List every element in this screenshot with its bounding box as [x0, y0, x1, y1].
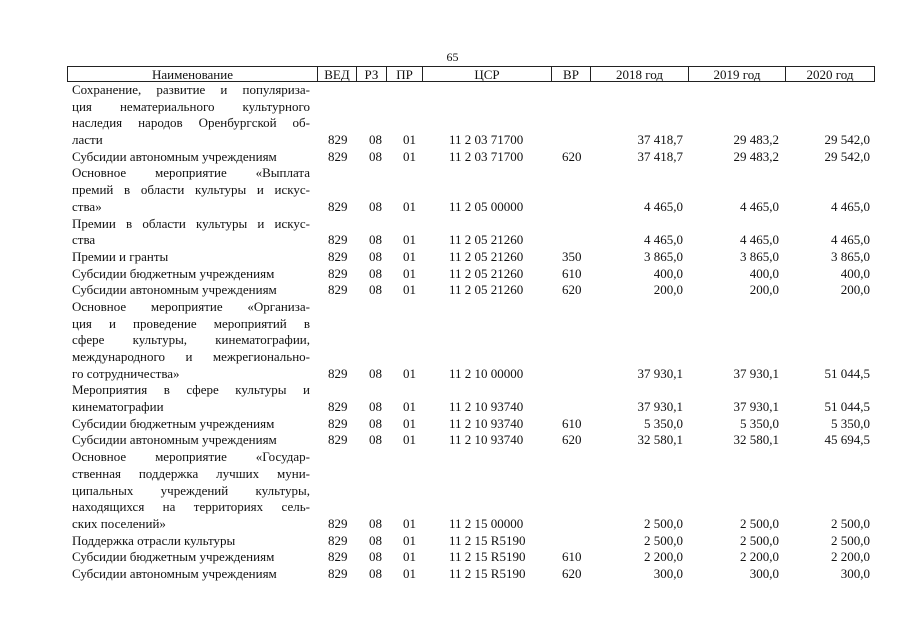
table-row — [72, 249, 875, 266]
cell-2020: 5 350,0 — [831, 415, 870, 431]
cell-2019: 300,0 — [749, 565, 779, 581]
cell-pr: 01 — [403, 565, 416, 581]
header-csr: ЦСР — [474, 67, 500, 82]
table-row — [72, 82, 875, 149]
cell-vr: 620 — [562, 565, 582, 581]
cell-ved: 829 — [328, 365, 348, 381]
cell-rz: 08 — [369, 132, 382, 148]
cell-rz: 08 — [369, 365, 382, 381]
cell-csr: 11 2 05 00000 — [449, 198, 524, 214]
cell-2019: 4 465,0 — [740, 232, 779, 248]
cell-2019: 4 465,0 — [740, 198, 779, 214]
cell-csr: 11 2 05 21260 — [449, 282, 524, 298]
cell-rz: 08 — [369, 432, 382, 448]
cell-2019: 400,0 — [749, 265, 779, 281]
cell-2020: 29 542,0 — [824, 132, 870, 148]
cell-2020: 45 694,5 — [824, 432, 870, 448]
row-name-line: находящихся на территориях сель- — [72, 499, 310, 515]
cell-ved: 829 — [328, 148, 348, 164]
row-name-line: ласти — [72, 132, 103, 148]
cell-2019: 29 483,2 — [733, 132, 779, 148]
cell-2019: 3 865,0 — [740, 248, 779, 264]
cell-2018: 37 930,1 — [637, 399, 683, 415]
table-row — [72, 216, 875, 249]
cell-2020: 4 465,0 — [831, 198, 870, 214]
cell-2018: 5 350,0 — [644, 415, 683, 431]
cell-pr: 01 — [403, 248, 416, 264]
cell-2018: 2 200,0 — [644, 549, 683, 565]
cell-2019: 2 500,0 — [740, 532, 779, 548]
table-row — [72, 449, 875, 532]
cell-pr: 01 — [403, 532, 416, 548]
table-row — [72, 533, 875, 550]
cell-2019: 2 500,0 — [740, 515, 779, 531]
cell-pr: 01 — [403, 132, 416, 148]
cell-2018: 2 500,0 — [644, 532, 683, 548]
cell-ved: 829 — [328, 248, 348, 264]
cell-pr: 01 — [403, 515, 416, 531]
header-2019: 2019 год — [713, 67, 761, 82]
cell-vr: 350 — [562, 248, 582, 264]
cell-vr: 620 — [562, 432, 582, 448]
row-name-line: ства — [72, 232, 96, 248]
cell-2020: 2 500,0 — [831, 532, 870, 548]
row-name-line: международного и межрегионально- — [72, 349, 310, 364]
cell-2019: 2 200,0 — [740, 549, 779, 565]
cell-2018: 200,0 — [653, 282, 683, 298]
cell-2020: 29 542,0 — [824, 148, 870, 164]
cell-ved: 829 — [328, 282, 348, 298]
table-row — [72, 282, 875, 299]
table-row — [72, 266, 875, 283]
row-name-line: ция нематериального культурного — [72, 98, 310, 114]
cell-2019: 29 483,2 — [733, 148, 779, 164]
row-name-line: наследия народов Оренбургской об- — [72, 115, 310, 131]
page-number: 65 — [446, 50, 459, 64]
cell-ved: 829 — [328, 565, 348, 581]
cell-rz: 08 — [369, 532, 382, 548]
row-name-line: ция и проведение мероприятий в — [72, 315, 310, 331]
row-name-line: Субсидии автономным учреждениям — [72, 565, 277, 581]
cell-pr: 01 — [403, 198, 416, 214]
cell-rz: 08 — [369, 248, 382, 264]
cell-2018: 37 418,7 — [637, 132, 683, 148]
cell-csr: 11 2 03 71700 — [449, 148, 524, 164]
cell-2018: 4 465,0 — [644, 198, 683, 214]
cell-2018: 400,0 — [653, 265, 683, 281]
row-name-line: Сохранение, развитие и популяриза- — [72, 82, 310, 97]
cell-rz: 08 — [369, 549, 382, 565]
cell-2020: 4 465,0 — [831, 232, 870, 248]
row-name-line: Мероприятия в сфере культуры и — [72, 382, 310, 398]
row-name-line: ственная поддержка лучших муни- — [72, 465, 310, 481]
cell-rz: 08 — [369, 265, 382, 281]
row-name-line: Поддержка отрасли культуры — [72, 532, 236, 548]
cell-2019: 200,0 — [749, 282, 779, 298]
row-name-line: Субсидии бюджетным учреждениям — [72, 415, 275, 431]
cell-csr: 11 2 15 R5190 — [449, 565, 526, 581]
cell-csr: 11 2 05 21260 — [449, 232, 524, 248]
cell-ved: 829 — [328, 132, 348, 148]
cell-pr: 01 — [403, 399, 416, 415]
cell-2019: 37 930,1 — [733, 365, 779, 381]
table-row — [72, 432, 875, 449]
cell-vr: 620 — [562, 148, 582, 164]
header-ved: ВЕД — [324, 67, 350, 82]
cell-csr: 11 2 10 93740 — [449, 399, 524, 415]
header-rz: РЗ — [364, 67, 379, 82]
cell-csr: 11 2 05 21260 — [449, 265, 524, 281]
cell-vr: 610 — [562, 549, 582, 565]
cell-2019: 32 580,1 — [733, 432, 779, 448]
cell-pr: 01 — [403, 265, 416, 281]
cell-2020: 51 044,5 — [824, 399, 870, 415]
cell-csr: 11 2 05 21260 — [449, 248, 524, 264]
cell-pr: 01 — [403, 415, 416, 431]
cell-rz: 08 — [369, 232, 382, 248]
cell-2020: 51 044,5 — [824, 365, 870, 381]
cell-2020: 400,0 — [840, 265, 870, 281]
cell-2020: 3 865,0 — [831, 248, 870, 264]
header-2020: 2020 год — [806, 67, 854, 82]
row-name-line: Основное мероприятие «Государ- — [72, 449, 310, 465]
cell-2020: 200,0 — [840, 282, 870, 298]
row-name-line: сфере культуры, кинематографии, — [72, 332, 310, 348]
header-vr: ВР — [563, 67, 579, 82]
cell-rz: 08 — [369, 399, 382, 415]
header-name: Наименование — [152, 67, 233, 82]
cell-ved: 829 — [328, 549, 348, 565]
cell-ved: 829 — [328, 515, 348, 531]
cell-rz: 08 — [369, 515, 382, 531]
table-body — [72, 82, 875, 583]
cell-pr: 01 — [403, 549, 416, 565]
table-row — [72, 549, 875, 566]
row-name-line: Субсидии бюджетным учреждениям — [72, 549, 275, 565]
cell-pr: 01 — [403, 232, 416, 248]
row-name-line: ства» — [72, 198, 102, 214]
cell-2018: 2 500,0 — [644, 515, 683, 531]
cell-vr: 620 — [562, 282, 582, 298]
cell-pr: 01 — [403, 365, 416, 381]
header-2018: 2018 год — [616, 67, 663, 82]
cell-pr: 01 — [403, 432, 416, 448]
row-name-line: го сотрудничества» — [72, 365, 180, 381]
cell-2018: 37 418,7 — [637, 148, 683, 164]
cell-ved: 829 — [328, 265, 348, 281]
table-row — [72, 416, 875, 433]
cell-2018: 3 865,0 — [644, 248, 683, 264]
cell-2020: 300,0 — [840, 565, 870, 581]
row-name-line: Основное мероприятие «Организа- — [72, 298, 310, 314]
cell-ved: 829 — [328, 532, 348, 548]
cell-csr: 11 2 15 R5190 — [449, 532, 526, 548]
row-name-line: кинематографии — [72, 399, 164, 415]
row-name-line: Премии в области культуры и искус- — [72, 215, 310, 231]
table-row — [72, 566, 875, 583]
row-name-line: ципальных учреждений культуры, — [72, 482, 310, 498]
cell-pr: 01 — [403, 148, 416, 164]
header-pr: ПР — [396, 67, 413, 82]
cell-csr: 11 2 10 93740 — [449, 432, 524, 448]
cell-rz: 08 — [369, 282, 382, 298]
cell-2020: 2 500,0 — [831, 515, 870, 531]
cell-csr: 11 2 15 00000 — [449, 515, 524, 531]
cell-2018: 32 580,1 — [637, 432, 683, 448]
cell-csr: 11 2 15 R5190 — [449, 549, 526, 565]
row-name-line: ских поселений» — [72, 515, 166, 531]
cell-rz: 08 — [369, 565, 382, 581]
table-header — [67, 66, 875, 82]
row-name-line: Субсидии автономным учреждениям — [72, 432, 277, 448]
cell-rz: 08 — [369, 148, 382, 164]
cell-2018: 37 930,1 — [637, 365, 683, 381]
row-name-line: Субсидии автономным учреждениям — [72, 282, 277, 298]
cell-2018: 300,0 — [653, 565, 683, 581]
cell-vr: 610 — [562, 415, 582, 431]
cell-ved: 829 — [328, 415, 348, 431]
cell-2019: 37 930,1 — [733, 399, 779, 415]
row-name-line: премий в области культуры и искус- — [72, 182, 310, 198]
table-row — [72, 165, 875, 215]
table-row — [72, 299, 875, 382]
cell-csr: 11 2 10 93740 — [449, 415, 524, 431]
cell-vr: 610 — [562, 265, 582, 281]
table-row — [72, 382, 875, 415]
cell-2020: 2 200,0 — [831, 549, 870, 565]
cell-ved: 829 — [328, 432, 348, 448]
row-name-line: Субсидии бюджетным учреждениям — [72, 265, 275, 281]
cell-rz: 08 — [369, 415, 382, 431]
cell-ved: 829 — [328, 399, 348, 415]
cell-rz: 08 — [369, 198, 382, 214]
cell-pr: 01 — [403, 282, 416, 298]
table-row — [72, 149, 875, 166]
row-name-line: Премии и гранты — [72, 248, 169, 264]
cell-ved: 829 — [328, 198, 348, 214]
row-name-line: Субсидии автономным учреждениям — [72, 148, 277, 164]
cell-ved: 829 — [328, 232, 348, 248]
cell-2019: 5 350,0 — [740, 415, 779, 431]
cell-csr: 11 2 10 00000 — [449, 365, 524, 381]
row-name-line: Основное мероприятие «Выплата — [72, 165, 310, 181]
cell-2018: 4 465,0 — [644, 232, 683, 248]
cell-csr: 11 2 03 71700 — [449, 132, 524, 148]
